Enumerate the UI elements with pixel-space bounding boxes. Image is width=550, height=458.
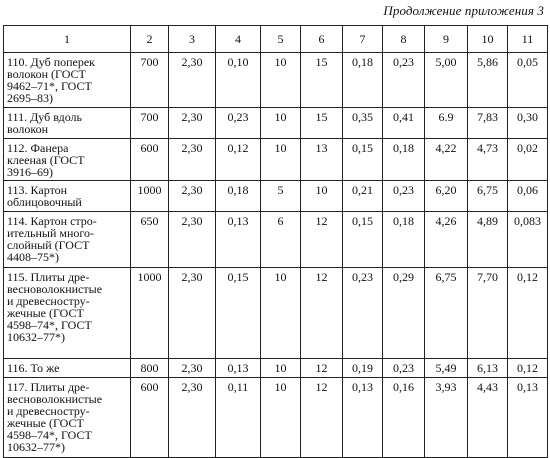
value-cell: 4,26: [425, 212, 468, 268]
column-header: 4: [216, 26, 261, 53]
material-name-cell: 115. Плиты дре- весноволокнистые и древесностру- жечные (ГОСТ 4598–74*, ГОСТ 10632–77*): [4, 268, 131, 359]
table-row: [4, 139, 548, 181]
value-cell: 0,19: [343, 359, 383, 378]
value-cell: 0,12: [508, 268, 548, 359]
value-cell: 0,13: [343, 378, 383, 458]
value-cell: 650: [131, 212, 169, 268]
value-cell: 10: [261, 378, 301, 458]
value-cell: 600: [131, 139, 169, 181]
column-header: 2: [131, 26, 169, 53]
value-cell: 5: [261, 181, 301, 212]
value-cell: 0,02: [508, 139, 548, 181]
column-header: 7: [343, 26, 383, 53]
value-cell: 0,12: [508, 359, 548, 378]
value-cell: 0,12: [216, 139, 261, 181]
value-cell: 700: [131, 108, 169, 139]
value-cell: 6.9: [425, 108, 468, 139]
value-cell: 4,89: [468, 212, 508, 268]
table-header-row: [4, 26, 548, 53]
value-cell: 10: [261, 108, 301, 139]
column-header: 3: [169, 26, 216, 53]
value-cell: 0,06: [508, 181, 548, 212]
value-cell: 0,41: [383, 108, 425, 139]
material-name-cell: 112. Фанера клееная (ГОСТ 3916–69): [4, 139, 131, 181]
value-cell: 12: [301, 268, 343, 359]
value-cell: 13: [301, 139, 343, 181]
value-cell: 0,23: [383, 359, 425, 378]
value-cell: 6: [261, 212, 301, 268]
value-cell: 2,30: [169, 181, 216, 212]
value-cell: 800: [131, 359, 169, 378]
value-cell: 5,86: [468, 53, 508, 108]
value-cell: 0,35: [343, 108, 383, 139]
value-cell: 0,23: [216, 108, 261, 139]
table-row: [4, 181, 548, 212]
material-name-cell: 116. То же: [4, 359, 131, 378]
table-row: [4, 268, 548, 359]
column-header: 6: [301, 26, 343, 53]
value-cell: 12: [301, 359, 343, 378]
value-cell: 2,30: [169, 268, 216, 359]
value-cell: 6,13: [468, 359, 508, 378]
value-cell: 1000: [131, 268, 169, 359]
value-cell: 0,10: [216, 53, 261, 108]
value-cell: 4,43: [468, 378, 508, 458]
value-cell: 0,15: [343, 139, 383, 181]
table-row: [4, 359, 548, 378]
value-cell: 0,16: [383, 378, 425, 458]
value-cell: 10: [261, 53, 301, 108]
value-cell: 10: [261, 139, 301, 181]
value-cell: 0,18: [383, 212, 425, 268]
value-cell: 4,73: [468, 139, 508, 181]
value-cell: 2,30: [169, 108, 216, 139]
value-cell: 10: [261, 359, 301, 378]
value-cell: 0,083: [508, 212, 548, 268]
value-cell: 0,15: [343, 212, 383, 268]
value-cell: 0,15: [216, 268, 261, 359]
value-cell: 2,30: [169, 53, 216, 108]
value-cell: 2,30: [169, 212, 216, 268]
value-cell: 6,75: [468, 181, 508, 212]
value-cell: 10: [261, 268, 301, 359]
value-cell: 10: [301, 181, 343, 212]
value-cell: 0,18: [216, 181, 261, 212]
value-cell: 6,75: [425, 268, 468, 359]
value-cell: 0,21: [343, 181, 383, 212]
value-cell: 0,05: [508, 53, 548, 108]
value-cell: 6,20: [425, 181, 468, 212]
value-cell: 2,30: [169, 139, 216, 181]
value-cell: 0,23: [383, 53, 425, 108]
value-cell: 5,00: [425, 53, 468, 108]
value-cell: 0,13: [216, 212, 261, 268]
value-cell: 7,70: [468, 268, 508, 359]
column-header: 11: [508, 26, 548, 53]
table-row: [4, 212, 548, 268]
value-cell: 0,13: [508, 378, 548, 458]
value-cell: 2,30: [169, 378, 216, 458]
table-row: [4, 378, 548, 458]
value-cell: 7,83: [468, 108, 508, 139]
value-cell: 1000: [131, 181, 169, 212]
column-header: 9: [425, 26, 468, 53]
value-cell: 600: [131, 378, 169, 458]
materials-table: [3, 25, 548, 458]
column-header: 10: [468, 26, 508, 53]
material-name-cell: 117. Плиты дре- весноволокнистые и древесностру- жечные (ГОСТ 4598–74*, ГОСТ 10632–77*): [4, 378, 131, 458]
material-name-cell: 114. Картон стро- ительный много- слойный (ГОСТ 4408–75*): [4, 212, 131, 268]
material-name-cell: 111. Дуб вдоль волокон: [4, 108, 131, 139]
table-body: [4, 26, 548, 458]
column-header: 1: [4, 26, 131, 53]
value-cell: 700: [131, 53, 169, 108]
value-cell: 0,29: [383, 268, 425, 359]
value-cell: 0,13: [216, 359, 261, 378]
table-row: [4, 108, 548, 139]
value-cell: 4,22: [425, 139, 468, 181]
page-caption: Продолжение приложения 3: [383, 3, 544, 18]
value-cell: 0,23: [343, 268, 383, 359]
column-header: 5: [261, 26, 301, 53]
value-cell: 0,18: [383, 139, 425, 181]
column-header: 8: [383, 26, 425, 53]
value-cell: 0,30: [508, 108, 548, 139]
value-cell: 2,30: [169, 359, 216, 378]
material-name-cell: 110. Дуб поперек волокон (ГОСТ 9462–71*, ГОСТ 2695–83): [4, 53, 131, 108]
value-cell: 0,23: [383, 181, 425, 212]
value-cell: 0,11: [216, 378, 261, 458]
value-cell: 5,49: [425, 359, 468, 378]
value-cell: 12: [301, 212, 343, 268]
value-cell: 15: [301, 108, 343, 139]
value-cell: 3,93: [425, 378, 468, 458]
material-name-cell: 113. Картон облицовочный: [4, 181, 131, 212]
value-cell: 12: [301, 378, 343, 458]
table-row: [4, 53, 548, 108]
value-cell: 15: [301, 53, 343, 108]
value-cell: 0,18: [343, 53, 383, 108]
